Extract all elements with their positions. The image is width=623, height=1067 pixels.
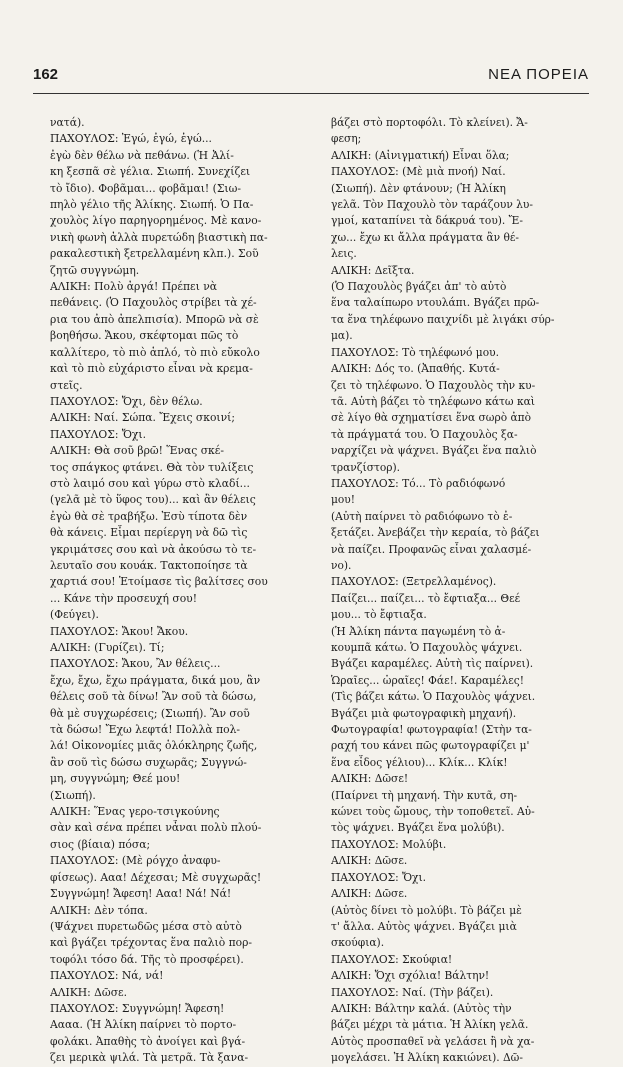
text-line: τὸ ἴδιο). Φοβᾶμαι... φοβᾶμαι! (Σιω- (50, 181, 242, 195)
text-line: σὲ λίγο θὰ σχηματίσει ἕνα σωρὸ ἀπὸ (331, 411, 532, 425)
text-line: σιος (βίαια) πόσα; (50, 837, 151, 851)
text-line: (Τὶς βάζει κάτω. Ὁ Παχουλὸς ψάχνει. (331, 690, 536, 704)
text-line: ΠΑΧΟΥΛΟΣ: Τὸ τηλέφωνό μου. (331, 345, 499, 359)
text-line: ΑΛΙΚΗ: Δῶσε! (331, 772, 409, 786)
right-text-column (331, 115, 585, 1067)
text-line: ζει τὸ τηλέφωνο. Ὁ Παχουλὸς τὴν κυ- (331, 378, 536, 392)
text-line: ΠΑΧΟΥΛΟΣ: (Ξετρελλαμένος). (331, 575, 497, 589)
text-line: ΠΑΧΟΥΛΟΣ: Ὄχι. (331, 870, 427, 884)
text-line: ΠΑΧΟΥΛΟΣ: Ἄκου, Ἂν θέλεις... (50, 657, 221, 671)
text-line: Ὡραῖες... ὡραῖες! Φάε!. Καραμέλες! (331, 673, 525, 687)
text-line: τρανζίστορ). (331, 460, 401, 474)
text-line: τοφόλι τόσο δά. Τῆς τὸ προσφέρει). (50, 952, 244, 966)
text-line: (Ἡ Ἀλίκη πάντα παγωμένη τὸ ἀ- (331, 624, 506, 638)
text-line: κώνει τοὺς ὤμους, τὴν τοποθετεῖ. Αὐ- (331, 805, 535, 819)
text-line: σκούφια). (331, 936, 385, 950)
text-line: γμοί, καταπίνει τὰ δάκρυά του). Ἔ- (331, 214, 524, 228)
text-line: ΠΑΧΟΥΛΟΣ: Συγγνώμη! Ἄφεση! (50, 1001, 225, 1015)
text-line: στὸ λαιμό σου καὶ γύρω στὸ κλαδί... (50, 476, 250, 490)
text-line: κουμπᾶ κάτω. Ὁ Παχουλὸς ψάχνει. (331, 641, 523, 654)
text-line: μα). (331, 329, 353, 343)
text-line: ἔχω, ἔχω, ἔχω πράγματα, δικά μου, ἂν (50, 673, 261, 687)
text-line: Φωτογραφία! φωτογραφία! (Στὴν τα- (331, 723, 532, 737)
text-line: ΠΑΧΟΥΛΟΣ: Τό... Τὸ ραδιόφωνό (331, 476, 506, 490)
text-line: ΑΛΙΚΗ: (Γυρίζει). Τί; (50, 641, 165, 654)
text-line: μογελάσει. Ἡ Ἀλίκη κακιώνει). Δῶ- (331, 1051, 523, 1065)
text-line: κη ξεσπᾶ σὲ γέλια. Σιωπή. Συνεχίζει (50, 165, 251, 179)
text-line: ζητῶ συγγνώμη. (50, 263, 140, 277)
text-line: θὰ κάνεις. Εἶμαι περίεργη νὰ δῶ τὶς (50, 526, 248, 540)
text-line: ΑΛΙΚΗ: Ὄχι σχόλια! Βάλτην! (331, 969, 490, 983)
text-line: νικὴ φωνὴ ἀλλὰ πυρετώδη βιαστικὴ πα- (50, 230, 268, 244)
text-line: λά! Οἰκονομίες μιᾶς ὁλόκληρης ζωῆς, (50, 739, 258, 753)
text-line: ΑΛΙΚΗ: Ναί. Σώπα. Ἔχεις σκοινί; (50, 411, 235, 425)
text-line: ἐγὼ θὰ σὲ τραβήξω. Ἐσὺ τίποτα δὲν (50, 509, 248, 523)
text-line: (γελᾶ μὲ τὸ ὕφος του)... καὶ ἂν θέλεις (50, 493, 256, 507)
text-line: φολάκι. Ἀπαθὴς τὸ ἀνοίγει καὶ βγά- (50, 1034, 246, 1048)
text-line: ΑΛΙΚΗ: Δῶσε. (331, 887, 408, 901)
text-line: μου! (331, 493, 356, 507)
text-line: (Ὁ Παχουλὸς βγάζει ἀπ' τὸ αὐτὸ (331, 280, 507, 294)
text-line: ΠΑΧΟΥΛΟΣ: Ὄχι, δὲν θέλω. (50, 394, 203, 408)
text-line: Αααα. (Ἡ Ἀλίκη παίρνει τὸ πορτο- (50, 1018, 237, 1032)
text-line: πηλὸ γέλιο τῆς Ἀλίκης. Σιωπή. Ὁ Πα- (50, 198, 254, 212)
text-line: βάζει μέχρι τὰ μάτια. Ἡ Ἀλίκη γελᾶ. (331, 1018, 529, 1032)
text-line: λεις. (331, 247, 357, 261)
text-line: ΠΑΧΟΥΛΟΣ: Σκούφια! (331, 952, 453, 966)
text-line: ΠΑΧΟΥΛΟΣ: (Μὲ μιὰ πνοή) Ναί. (331, 165, 506, 179)
text-line: ΑΛΙΚΗ: Δὲν τόπα. (50, 903, 148, 917)
text-line: βοηθήσω. Ἄκου, σκέφτομαι πῶς τὸ (50, 329, 239, 343)
text-line: (Παίρνει τὴ μηχανή. Τὴν κυτᾶ, ση- (331, 788, 518, 802)
text-line: τ' ἄλλα. Αὐτὸς ψάχνει. Βγάζει μιὰ (331, 919, 517, 933)
text-line: τὰ δώσω! Ἔχω λεφτά! Πολλὰ πολ- (50, 723, 241, 737)
text-line: ΠΑΧΟΥΛΟΣ: (Μὲ ρόγχο ἀναφυ- (50, 854, 221, 868)
text-line: ἕνα ταλαίπωρο ντουλάπι. Βγάζει πρῶ- (331, 296, 540, 310)
left-text-column (50, 115, 315, 1067)
text-line: Βγάζει καραμέλες. Αὐτὴ τὶς παίρνει). (331, 657, 534, 671)
text-line: καὶ τὸ πιὸ εὐχάριστο εἶναι νὰ κρεμα- (50, 362, 253, 376)
text-line: ΑΛΙΚΗ: Δῶσε. (331, 854, 408, 868)
text-line: Παίζει... παίζει... τὸ ἔφτιαξα... Θεέ (331, 591, 521, 605)
text-line: βάζει στὸ πορτοφόλι. Τὸ κλείνει). Ἄ- (331, 116, 528, 129)
text-line: ρια του ἀπὸ ἀπελπισία). Μπορῶ νὰ σὲ (50, 312, 259, 326)
text-line: μου... τὸ ἔφτιαξα. (331, 608, 427, 622)
text-line: (Σιωπή). Δὲν φτάνουν; (Ἡ Ἀλίκη (331, 181, 506, 195)
text-line: τὰ πράγματά του. Ὁ Παχουλὸς ξα- (331, 427, 518, 441)
text-line: ΑΛΙΚΗ: Δῶσε. (50, 985, 128, 999)
text-line: ζει μερικὰ ψιλά. Τὰ μετρᾶ. Τὰ ξανα- (50, 1051, 249, 1065)
text-line: νο). (331, 558, 352, 572)
header-rule (33, 93, 589, 94)
text-line: ... Κάνε τὴν προσευχή σου! (50, 591, 198, 605)
text-line: ἕνα εἶδος γέλιου)... Κλίκ... Κλίκ! (331, 755, 508, 769)
journal-title: ΝΕΑ ΠΟΡΕΙΑ (488, 66, 589, 83)
text-line: θέλεις σοῦ τὰ δίνω! Ἂν σοῦ τὰ δώσω, (50, 690, 257, 704)
text-line: (Φεύγει). (50, 608, 99, 622)
text-line: σὰν καὶ σένα πρέπει νἆναι πολὺ πλού- (50, 821, 262, 835)
text-line: ξετάζει. Ἀνεβάζει τὴν κεραία, τὸ βάζει (331, 526, 540, 540)
text-line: πεθάνεις. (Ὁ Παχουλὸς στρίβει τὰ χέ- (50, 296, 257, 310)
text-line: ἂν σοῦ τὶς δώσω συχωρᾶς; Συγγνώ- (50, 755, 247, 769)
text-line: ΑΛΙΚΗ: Βάλτην καλά. (Αὐτὸς τὴν (331, 1001, 512, 1015)
text-line: ραχή του κάνει πῶς φωτογραφίζει μ' (331, 739, 530, 753)
text-line: Συγγνώμη! Ἄφεση! Ααα! Νά! Νά! (50, 887, 232, 901)
text-line: ΑΛΙΚΗ: Θὰ σοῦ βρῶ! Ἕνας σκέ- (50, 444, 224, 458)
text-line: χαρτιά σου! Ἑτοίμασε τὶς βαλίτσες σου (50, 575, 268, 589)
text-line: καλλίτερο, τὸ πιὸ ἁπλό, τὸ πιὸ εὔκολο (50, 345, 260, 359)
text-line: (Ψάχνει πυρετωδῶς μέσα στὸ αὐτὸ (50, 919, 242, 933)
text-line: ΠΑΧΟΥΛΟΣ: Νά, νά! (50, 969, 164, 983)
text-line: χω... ἔχω κι ἄλλα πράγματα ἂν θέ- (331, 230, 519, 244)
page-header (33, 66, 589, 88)
text-line: νὰ παίζει. Προφανῶς εἶναι χαλασμέ- (331, 542, 532, 556)
text-line: ΠΑΧΟΥΛΟΣ: Μολύβι. (331, 837, 447, 851)
text-line: θὰ μὲ συγχωρέσεις; (Σιωπή). Ἂν σοῦ (50, 706, 250, 720)
text-line: (Αὐτὸς δίνει τὸ μολύβι. Τὸ βάζει μὲ (331, 903, 522, 917)
text-line: μη, συγγνώμη; Θεέ μου! (50, 772, 181, 786)
text-line: τὸς ψάχνει. Βγάζει ἕνα μολύβι). (331, 821, 505, 835)
text-line: φίσεως). Ααα! Δέχεσαι; Μὲ συγχωρᾶς! (50, 870, 262, 884)
text-line: ἐγὼ δὲν θέλω νὰ πεθάνω. (Ἡ Ἀλί- (50, 148, 234, 162)
text-line: τᾶ. Αὐτὴ βάζει τὸ τηλέφωνο κάτω καὶ (331, 394, 535, 408)
text-line: ΑΛΙΚΗ: (Αἰνιγματική) Εἶναι ὅλα; (331, 148, 510, 162)
text-line: τος σπάγκος φτάνει. Θὰ τὸν τυλίξεις (50, 460, 254, 474)
text-line: γκριμάτσες σου καὶ νὰ ἀκούσω τὸ τε- (50, 542, 257, 556)
text-line: τα ἕνα τηλέφωνο παιχνίδι μὲ λιγάκι σύρ- (331, 312, 555, 326)
text-line: (Σιωπή). (50, 788, 96, 802)
text-line: ΠΑΧΟΥΛΟΣ: Ἐγώ, ἐγώ, ἐγώ... (50, 132, 212, 146)
text-line: λευταῖο σου κουάκ. Τακτοποίησε τὰ (50, 558, 248, 572)
text-line: ΠΑΧΟΥΛΟΣ: Ὄχι. (50, 427, 147, 441)
text-line: ΑΛΙΚΗ: Δεῖξτα. (331, 263, 415, 277)
text-line: ναρχίζει νὰ ψάχνει. Βγάζει ἕνα παλιὸ (331, 444, 537, 458)
text-line: ΑΛΙΚΗ: Δός το. (Ἀπαθής. Κυτά- (331, 362, 500, 376)
text-line: νατά). (50, 116, 85, 129)
text-line: φεση; (331, 132, 362, 146)
text-line: ΠΑΧΟΥΛΟΣ: Ἄκου! Ἄκου. (50, 624, 189, 638)
text-line: στεῖς. (50, 378, 83, 392)
text-line: ΑΛΙΚΗ: Ἕνας γερο-τσιγκούνης (50, 805, 220, 819)
text-line: ΑΛΙΚΗ: Πολὺ ἀργά! Πρέπει νὰ (50, 280, 218, 294)
text-line: (Αὐτὴ παίρνει τὸ ραδιόφωνο τὸ ἐ- (331, 509, 513, 523)
text-line: ρακαλεστικὴ ξετρελλαμένη κλπ.). Σοῦ (50, 247, 259, 261)
text-line: χουλὸς λίγο παρηγορημένος. Μὲ κανο- (50, 214, 262, 228)
text-line: Βγάζει μιὰ φωτογραφικὴ μηχανή). (331, 706, 517, 720)
text-line: ΠΑΧΟΥΛΟΣ: Ναί. (Τὴν βάζει). (331, 985, 494, 999)
page-number: 162 (33, 66, 59, 83)
text-line: γελᾶ. Τὸν Παχουλὸ τὸν ταράζουν λυ- (331, 198, 533, 212)
text-line: καὶ βγάζει τρέχοντας ἕνα παλιὸ πορ- (50, 936, 253, 950)
text-line: Αὐτὸς προσπαθεῖ νὰ γελάσει ἢ νὰ χα- (331, 1034, 535, 1048)
